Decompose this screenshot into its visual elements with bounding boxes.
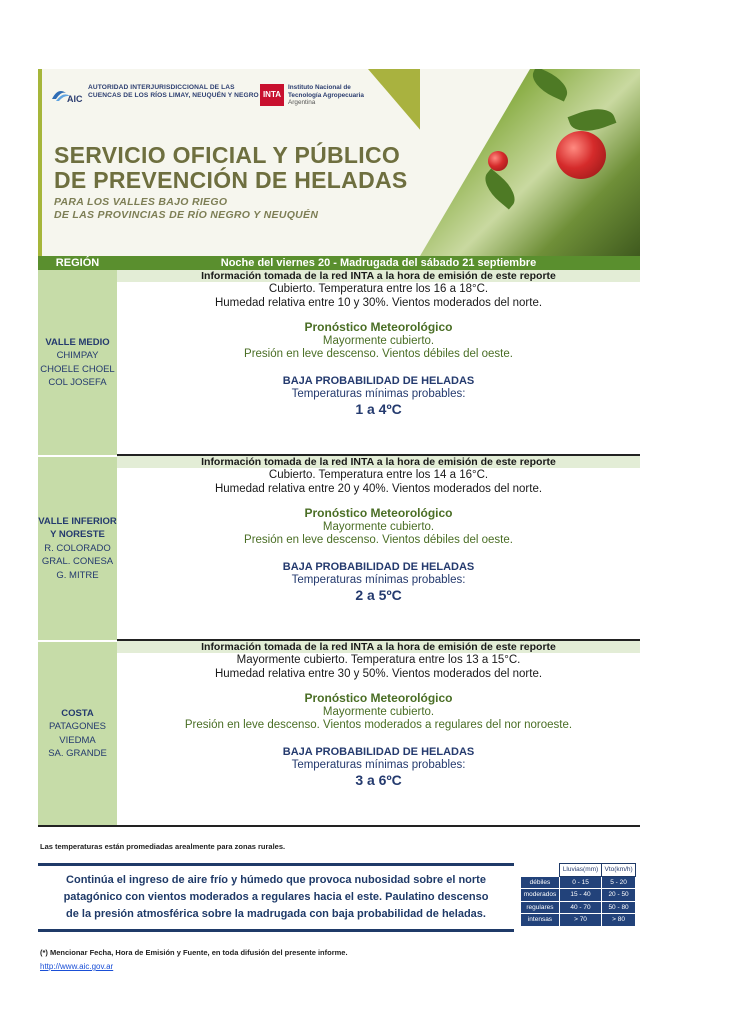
apple-icon [556,131,606,179]
region-column-header: REGIÓN [38,256,117,270]
region-place: VIEDMA [59,734,96,746]
region-cell-valle-inferior [38,457,117,640]
legend-row [521,901,636,914]
region-name: VALLE MEDIO [45,336,110,348]
legend-row [521,914,636,927]
inta-text-line: Argentina [288,99,316,107]
legend-row [521,889,636,902]
info-source-header: Información tomada de la red INTA a la hora de emisión de este reporte [117,456,640,468]
region-cell-valle-medio [38,270,117,455]
forecast-line: Mayormente cubierto. [322,706,435,718]
footnote: (*) Mencionar Fecha, Hora de Emisión y Fuente, en toda difusión del presente informe. [40,948,348,957]
region-place: CHOELE CHOEL [40,363,115,375]
aic-logo-text: AIC [67,94,83,104]
aic-website-link[interactable]: http://www.aic.gov.ar [40,962,114,971]
forecast-line: Mayormente cubierto. [322,335,435,347]
legend-rain: 0 - 15 [559,876,601,889]
legend-rain: > 70 [559,914,601,927]
region-place: R. COLORADO [44,542,111,554]
header-banner [38,69,640,256]
summary-box [38,863,514,932]
intensity-legend-table [520,863,636,927]
region-place: G. MITRE [56,569,99,581]
averaging-note: Las temperaturas están promediadas arealmente para zonas rurales. [40,842,286,851]
forecast-title: Pronóstico Meteorológico [304,506,453,520]
forecast-title: Pronóstico Meteorológico [304,320,453,334]
legend-corner [521,864,560,877]
frost-probability: BAJA PROBABILIDAD DE HELADAS [282,561,475,573]
legend-col-rain: Lluvias(mm) [559,864,601,877]
inta-logo-icon: INTA [260,84,284,106]
summary-text: Continúa el ingreso de aire frío y húmedo que provoca nubosidad sobre el norte patagónico con vientos moderados a regulares hacia el este. Paulatino descenso de la presión atmosférica sobre la madrugada con baja probabilidad de heladas. [63,874,489,920]
legend-label: regulares [521,901,560,914]
region-name: VALLE INFERIOR [38,515,117,527]
legend-label: intensas [521,914,560,927]
observation-line: Cubierto. Temperatura entre los 16 a 18°C. [268,283,489,295]
region-place: PATAGONES [48,721,106,732]
region-place: SA. GRANDE [48,748,107,759]
forecast-line: Presión en leve descenso. Vientos débiles del oeste. [244,534,513,546]
info-source-header: Información tomada de la red INTA a la hora de emisión de este reporte [117,641,640,653]
min-temp-label: Temperaturas mínimas probables: [291,388,466,400]
region-name: Y NORESTE [50,529,105,541]
min-temp-range: 2 a 5ºC [355,587,402,603]
legend-wind: 50 - 80 [602,901,636,914]
photo-mask [420,69,530,256]
inta-text-line: Instituto Nacional de [288,84,351,91]
forecast-line: Presión en leve descenso. Vientos moderados a regulares del nor noroeste. [184,719,573,731]
min-temp-range: 1 a 4ºC [355,401,402,417]
region-cell-costa [38,642,117,825]
min-temp-label: Temperaturas mínimas probables: [291,574,466,586]
page-subtitle-line2: DE LAS PROVINCIAS DE RÍO NEGRO Y NEUQUÉN [54,209,319,221]
min-temp-range: 3 a 6ºC [355,772,402,788]
frost-probability: BAJA PROBABILIDAD DE HELADAS [282,375,475,387]
aic-organization-name [88,84,259,100]
aic-text-line: AUTORIDAD INTERJURISDICCIONAL DE LAS [88,84,235,91]
frost-probability: BAJA PROBABILIDAD DE HELADAS [282,746,475,758]
observation-line: Cubierto. Temperatura entre los 14 a 16°C. [268,469,489,481]
region-place: CHIMPAY [56,350,99,361]
table-bottom-border [38,825,640,827]
legend-col-wind: Vto(km/h) [602,864,636,877]
inta-text-line: Tecnología Agropecuaria [288,91,364,99]
observation-line: Humedad relativa entre 30 y 50%. Vientos moderados del norte. [214,668,543,680]
forecast-line: Mayormente cubierto. [322,521,435,533]
observation-line: Mayormente cubierto. Temperatura entre los 13 a 15°C. [236,654,521,666]
observation-line: Humedad relativa entre 10 y 30%. Vientos moderados del norte. [214,297,543,309]
legend-rain: 15 - 40 [559,889,601,902]
observation-line: Humedad relativa entre 20 y 40%. Vientos moderados del norte. [214,483,543,495]
aic-text-line: CUENCAS DE LOS RÍOS LIMAY, NEUQUÉN Y NEGRO [88,92,259,99]
legend-label: moderados [521,889,560,902]
night-column-header: Noche del viernes 20 - Madrugada del sábado 21 septiembre [117,256,640,270]
legend-label: débiles [521,876,560,889]
min-temp-label: Temperaturas mínimas probables: [291,759,466,771]
leaf-icon [528,69,573,102]
legend-wind: > 80 [602,914,636,927]
aic-logo-icon [50,83,84,105]
forecast-title: Pronóstico Meteorológico [304,691,453,705]
page-title-line2: DE PREVENCIÓN DE HELADAS [54,167,408,193]
forecast-line: Presión en leve descenso. Vientos débiles del oeste. [244,348,513,360]
page-subtitle-line1: PARA LOS VALLES BAJO RIEGO [54,196,228,208]
region-name: COSTA [61,707,94,719]
legend-row [521,876,636,889]
page-title-line1: SERVICIO OFICIAL Y PÚBLICO [54,142,401,168]
legend-wind: 20 - 50 [602,889,636,902]
region-place: GRAL. CONESA [41,556,114,568]
region-place: COL JOSEFA [48,377,107,388]
banner-accent-bar [38,69,42,256]
legend-wind: 5 - 20 [602,876,636,889]
legend-rain: 40 - 70 [559,901,601,914]
legend-header-row [521,864,636,877]
info-source-header: Información tomada de la red INTA a la hora de emisión de este reporte [117,270,640,282]
inta-organization-name [288,84,364,107]
